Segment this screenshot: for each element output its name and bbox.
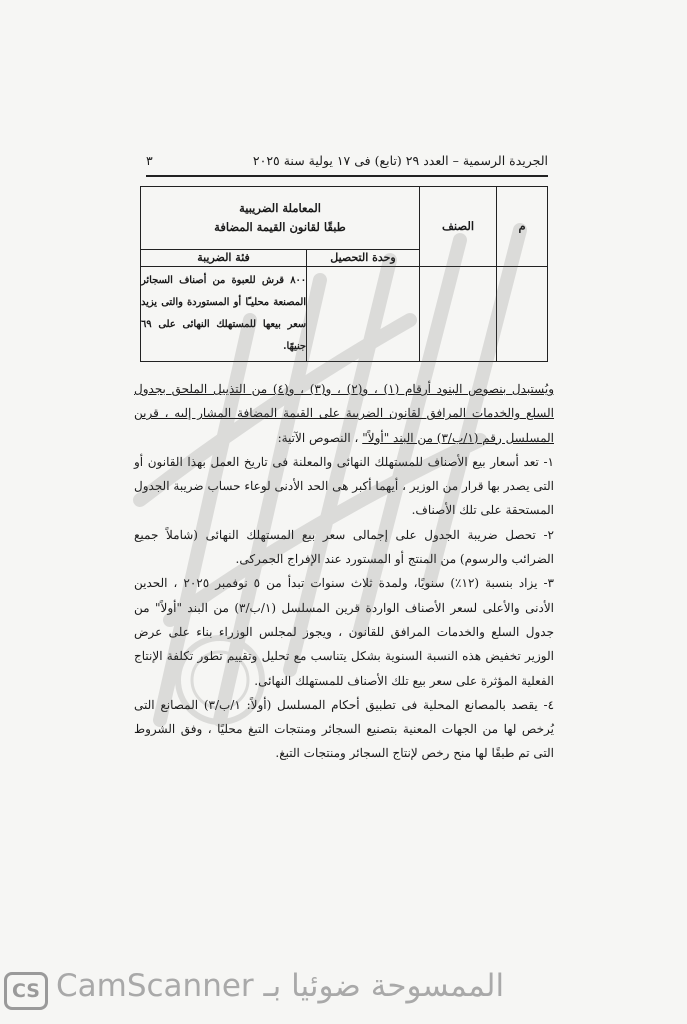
- body-text: [134, 377, 554, 766]
- camscanner-caption: CamScanner الممسوحة ضوئيا بـ: [56, 968, 505, 1004]
- item-4: ٤- يقصد بالمصانع المحلية فى تطبيق أحكام المسلسل (أولاً: ١/ب/٣) المصانع التى يُرخص لها من الجهات المعنية بتصنيع السجائر ومنتجات التبغ محليًا ، وفق الشروط التى تم طبقًا لها منح رخص لإنتاج السجائر ومنتجات التبغ.: [134, 697, 555, 761]
- tax-treatment-subtitle: طبقًا لقانون القيمة المضافة: [214, 220, 346, 234]
- intro-underlined-text: ويُستبدل بنصوص البنود أرقام (١) ، و(٢) ، و(٣) ، و(٤) من التذييل الملحق بجدول السلع والخدمات المرافق لقانون الضريبة على القيمة المضافة المشار إليه ، قرين المسلسل رقم (١/ب/٣) من البند "أولاً": [134, 382, 554, 445]
- header-rule: [146, 175, 548, 177]
- col-m-header: م: [497, 187, 548, 267]
- gazette-title: الجريدة الرسمية – العدد ٢٩ (تابع) فى ١٧ يولية سنة ٢٠٢٥: [252, 153, 548, 168]
- intro-paragraph: [134, 377, 554, 450]
- col-tax-treatment-header: [141, 187, 420, 250]
- intro-tail-text: ، النصوص الآتية:: [277, 430, 359, 445]
- tax-table: [140, 186, 548, 362]
- camscanner-logo: CS: [4, 972, 48, 1010]
- col-sinf-header: الصنف: [420, 187, 497, 267]
- item-3: ٣- يزاد بنسبة (١٢٪) سنويًا، ولمدة ثلاث سنوات تبدأ من ٥ نوفمبر ٢٠٢٥ ، الحدين الأدنى والأعلى لسعر الأصناف الواردة قرين المسلسل (١/ب/٣) من البند "أولاً" من جدول السلع والخدمات المرافق للقانون ، ويجوز لمجلس الوزراء بناء على عرض الوزير تخفيض هذه النسبة السنوية بشكل يتناسب مع تحليل وتقييم تطور تكلفة الإنتاج الفعلية المؤثرة على سعر بيع تلك الأصناف للمستهلك النهائى.: [134, 576, 554, 688]
- page-header: [146, 150, 548, 172]
- cell-unit: [307, 267, 420, 362]
- cell-rate: ٨٠٠ قرش للعبوة من أصناف السجائر المصنعة محليـًا أو المستوردة والتى يزيد سعر بيعها للمستهلك النهائى على ٦٩ جنيهًا.: [141, 267, 307, 362]
- item-1: ١- تعد أسعار بيع الأصناف للمستهلك النهائى والمعلنة فى تاريخ العمل بهذا القانون أو التى يصدر بها قرار من الوزير ، أيهما أكبر هى الحد الأدنى لوعاء حساب ضريبة الجدول المستحقة على تلك الأصناف.: [134, 454, 554, 518]
- page-number: ٣: [146, 153, 153, 168]
- item-2: ٢- تحصل ضريبة الجدول على إجمالى سعر بيع المستهلك النهائى (شاملاً جميع الضرائب والرسوم) من المنتج أو المستورد عند الإفراج الجمركى.: [134, 527, 554, 567]
- tax-treatment-title: المعاملة الضريبية: [239, 201, 321, 215]
- col-unit-header: وحدة التحصيل: [307, 250, 420, 267]
- cell-m: [497, 267, 548, 362]
- cell-sinf: [420, 267, 497, 362]
- col-rate-header: فئة الضريبة: [141, 250, 307, 267]
- table-row: [141, 267, 548, 362]
